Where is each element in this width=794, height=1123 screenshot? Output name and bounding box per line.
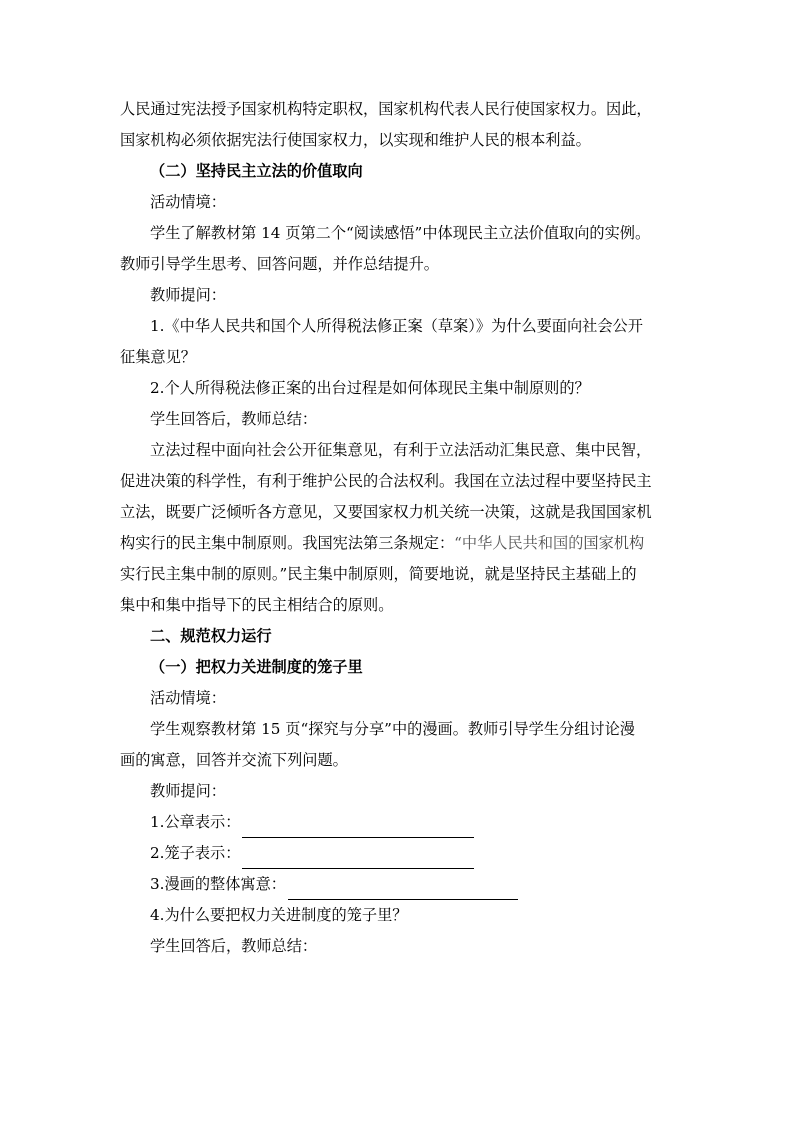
fill-blank-item xyxy=(120,807,685,838)
paragraph-line: 画的寓意，回答并交流下列问题。 xyxy=(120,751,348,769)
question-label: 教师提问： xyxy=(150,286,226,304)
paragraph-line xyxy=(120,528,685,559)
fill-blank-label: 1.公章表示： xyxy=(150,813,241,831)
answer-blank[interactable] xyxy=(242,819,474,838)
activity-label: 活动情境： xyxy=(150,193,226,211)
summary-label: 学生回答后，教师总结： xyxy=(150,410,318,428)
paragraph-line: 促进决策的科学性，有利于维护公民的合法权利。我国在立法过程中要坚持民主 xyxy=(120,472,652,490)
section-heading: 二、规范权力运行 xyxy=(150,627,272,645)
fill-blank-item xyxy=(120,838,685,869)
section-heading: （二）坚持民主立法的价值取向 xyxy=(150,162,363,180)
paragraph-line: 国家机构必须依据宪法行使国家权力，以实现和维护人民的根本利益。 xyxy=(120,131,591,149)
summary-label: 学生回答后，教师总结： xyxy=(150,937,318,955)
question-item: 1.《中华人民共和国个人所得税法修正案（草案）》为什么要面向社会公开 xyxy=(150,317,643,335)
question-item: 2.个人所得税法修正案的出台过程是如何体现民主集中制原则的？ xyxy=(150,379,590,397)
text-run: 构实行的民主集中制原则。我国宪法第三条规定： xyxy=(120,534,455,552)
section-heading: （一）把权力关进制度的笼子里 xyxy=(150,658,363,676)
quote-run: 国家机构 xyxy=(583,534,645,552)
paragraph-line: 学生了解教材第 14 页第二个“阅读感悟”中体现民主立法价值取向的实例。 xyxy=(150,224,651,242)
question-item-cont: 征集意见？ xyxy=(120,348,196,366)
quote-run: “中华人民共和国的 xyxy=(454,534,584,552)
answer-blank[interactable] xyxy=(242,850,474,869)
paragraph-line: 实行民主集中制的原则。”民主集中制原则，简要地说，就是坚持民主基础上的 xyxy=(120,565,637,583)
question-label: 教师提问： xyxy=(150,782,226,800)
paragraph-line: 教师引导学生思考、回答问题，并作总结提升。 xyxy=(120,255,439,273)
question-item: 4.为什么要把权力关进制度的笼子里？ xyxy=(150,906,408,924)
paragraph-line: 学生观察教材第 15 页“探究与分享”中的漫画。教师引导学生分组讨论漫 xyxy=(150,720,635,738)
paragraph-line: 集中和集中指导下的民主相结合的原则。 xyxy=(120,596,394,614)
fill-blank-label: 2.笼子表示： xyxy=(150,844,241,862)
paragraph-line: 立法，既要广泛倾听各方意见，又要国家权力机关统一决策，这就是我国国家机 xyxy=(120,503,652,521)
activity-label: 活动情境： xyxy=(150,689,226,707)
fill-blank-item xyxy=(120,869,685,900)
paragraph-line: 立法过程中面向社会公开征集意见，有利于立法活动汇集民意、集中民智， xyxy=(150,441,652,459)
paragraph-line: 人民通过宪法授予国家机构特定职权，国家机构代表人民行使国家权力。因此， xyxy=(120,100,652,118)
document-page xyxy=(120,94,685,962)
fill-blank-label: 3.漫画的整体寓意： xyxy=(150,875,286,893)
answer-blank[interactable] xyxy=(288,881,518,900)
